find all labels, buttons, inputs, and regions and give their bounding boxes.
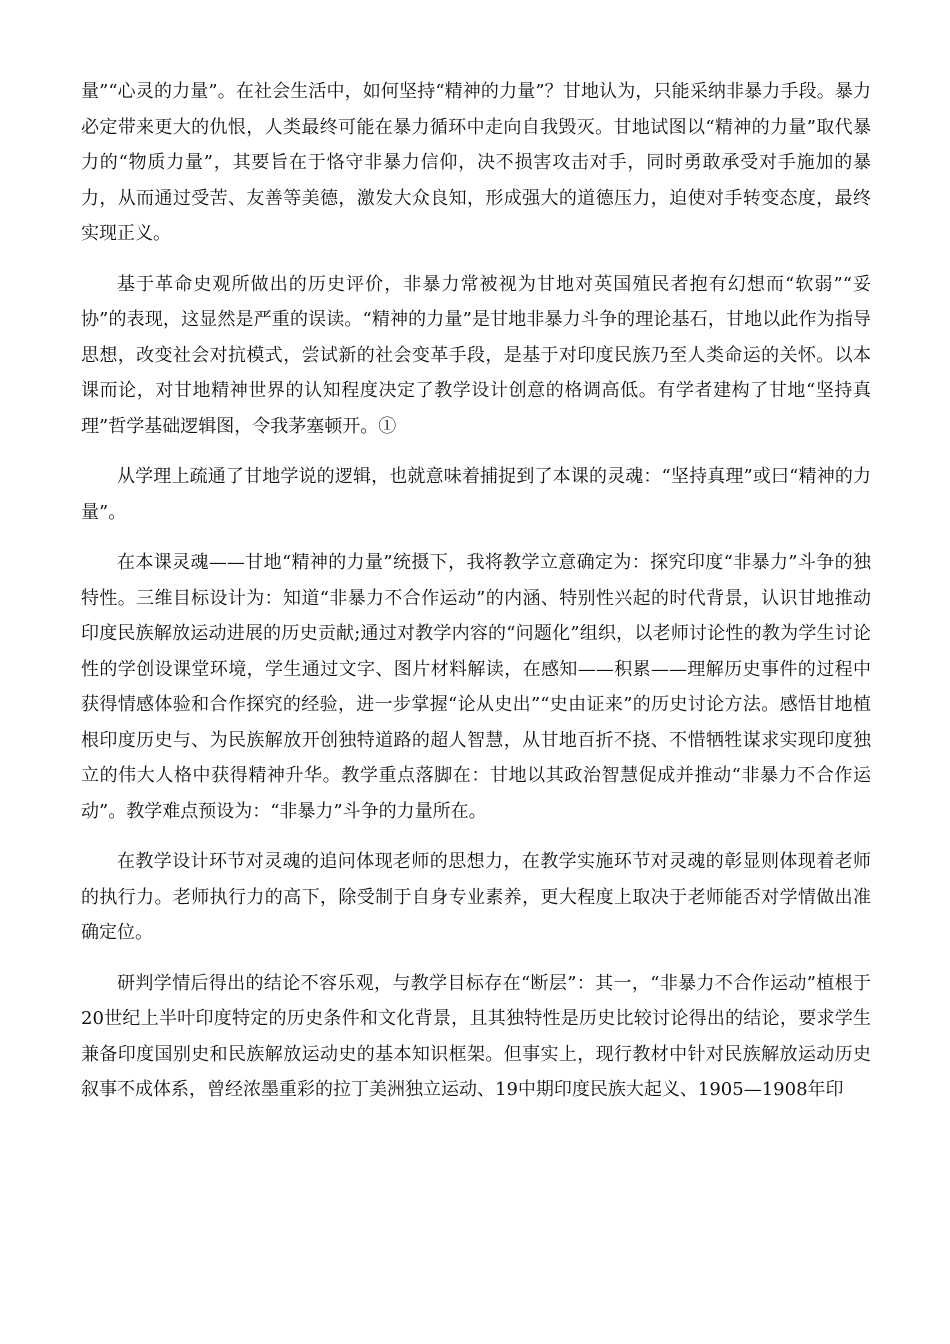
paragraph-4: 在本课灵魂——甘地“精神的力量”统摄下，我将教学立意确定为：探究印度“非暴力”斗争的独特性。三维目标设计为：知道“非暴力不合作运动”的内涵、特别性兴起的时代背景，认识甘地推动印度民族解放运动进展的历史贡献;通过对教学内容的“问题化”组织，以老师讨论性的教为学生讨论性的学创设课堂环境，学生通过文字、图片材料解读，在感知——积累——理解历史事件的过程中获得情感体验和合作探究的经验，进一步掌握“论从史出”“史由证来”的历史讨论方法。感悟甘地植根印度历史与、为民族解放开创独特道路的超人智慧，从甘地百折不挠、不惜牺牲谋求实现印度独立的伟大人格中获得精神升华。教学重点落脚在：甘地以其政治智慧促成并推动“非暴力不合作运动”。教学难点预设为：“非暴力”斗争的力量所在。: [81, 552, 871, 822]
paragraph-1: 量”“心灵的力量”。在社会生活中，如何坚持“精神的力量”？甘地认为，只能采纳非暴力手段。暴力必定带来更大的仇恨，人类最终可能在暴力循环中走向自我毁灭。甘地试图以“精神的力量”取代暴力的“物质力量”，其要旨在于恪守非暴力信仰，决不损害攻击对手，同时勇敢承受对手施加的暴力，从而通过受苦、友善等美德，激发大众良知，形成强大的道德压力，迫使对手转变态度，最终实现正义。: [81, 81, 871, 244]
paragraph-5: 在教学设计环节对灵魂的追问体现老师的思想力，在教学实施环节对灵魂的彰显则体现着老师的执行力。老师执行力的高下，除受制于自身专业素养，更大程度上取决于老师能否对学情做出准确定位。: [81, 851, 871, 943]
paragraph-2: 基于革命史观所做出的历史评价，非暴力常被视为甘地对英国殖民者抱有幻想而“软弱”“妥协”的表现，这显然是严重的误读。“精神的力量”是甘地非暴力斗争的理论基石，甘地以此作为指导思想，改变社会对抗模式，尝试新的社会变革手段，是基于对印度民族乃至人类命运的关怀。以本课而论，对甘地精神世界的认知程度决定了教学设计创意的格调高低。有学者建构了甘地“坚持真理”哲学基础逻辑图，令我茅塞顿开。①: [81, 273, 871, 437]
document-body: [81, 74, 871, 1123]
paragraph-3: 从学理上疏通了甘地学说的逻辑，也就意味着捕捉到了本课的灵魂：“坚持真理”或曰“精神的力量”。: [81, 466, 871, 523]
paragraph-6: 研判学情后得出的结论不容乐观，与教学目标存在“断层”：其一，“非暴力不合作运动”植根于20世纪上半叶印度特定的历史条件和文化背景，且其独特性是历史比较讨论得出的结论，要求学生兼备印度国别史和民族解放运动史的基本知识框架。但事实上，现行教材中针对民族解放运动历史叙事不成体系，曾经浓墨重彩的拉丁美洲独立运动、19中期印度民族大起义、1905—1908年印: [81, 972, 871, 1100]
